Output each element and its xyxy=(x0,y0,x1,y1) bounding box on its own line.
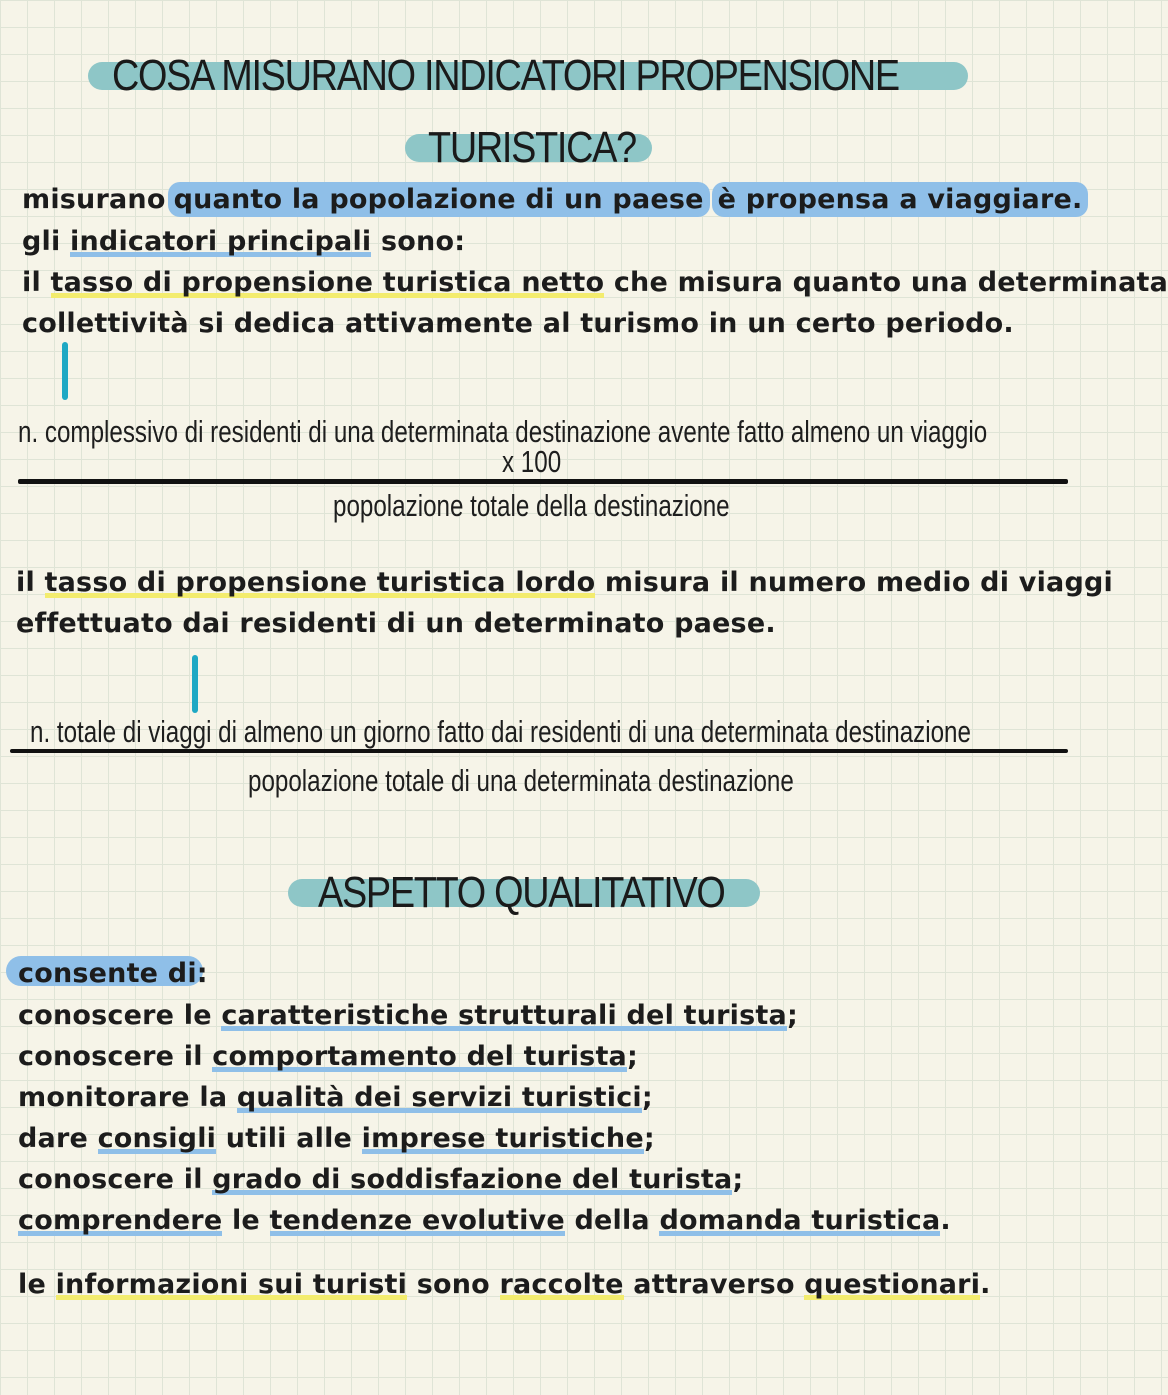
item-underlined: qualità dei servizi turistici xyxy=(236,1082,642,1113)
principali-line xyxy=(22,228,465,255)
item-text: ; xyxy=(786,1000,798,1031)
fraction-line-lordo xyxy=(10,749,1068,753)
page-title-line2: TURISTICA? xyxy=(428,123,636,172)
list-item xyxy=(18,1043,638,1070)
item-underlined: domanda turistica xyxy=(659,1205,941,1236)
accent-bar-1 xyxy=(62,342,68,400)
item-text: ; xyxy=(732,1164,744,1195)
closing-underlined: questionari xyxy=(804,1269,981,1300)
closing-text: sono xyxy=(407,1269,500,1300)
intro-highlight-1: quanto la popolazione di un paese xyxy=(168,182,710,217)
item-text: dare xyxy=(18,1123,98,1154)
accent-bar-2 xyxy=(192,655,198,713)
list-item xyxy=(18,1166,743,1193)
item-underlined: caratteristiche strutturali del turista xyxy=(221,1000,787,1031)
netto-line-1 xyxy=(22,269,1168,296)
closing-line xyxy=(18,1271,991,1298)
closing-underlined: raccolte xyxy=(499,1269,624,1300)
closing-text: le xyxy=(18,1269,56,1300)
principali-underlined: indicatori principali xyxy=(70,226,372,257)
lordo-line-1 xyxy=(16,569,1113,596)
item-underlined: grado di soddisfazione del turista xyxy=(212,1164,733,1195)
item-text: ; xyxy=(641,1082,653,1113)
lordo-post: misura il numero medio di viaggi xyxy=(595,567,1113,598)
list-item xyxy=(18,1084,653,1111)
lordo-pre: il xyxy=(16,567,45,598)
consente-label: consente di: xyxy=(18,958,208,989)
item-text: le xyxy=(222,1205,270,1236)
formula-netto-multiplier: x 100 xyxy=(502,444,562,479)
item-text: conoscere il xyxy=(18,1164,213,1195)
item-underlined: consigli xyxy=(97,1123,217,1154)
list-item xyxy=(18,1002,798,1029)
formula-netto-denominator: popolazione totale della destinazione xyxy=(333,488,730,523)
principali-post: sono: xyxy=(371,226,466,257)
formula-lordo-denominator: popolazione totale di una determinata destinazione xyxy=(248,763,794,798)
netto-underlined: tasso di propensione turistica netto xyxy=(50,267,605,298)
closing-text: . xyxy=(980,1269,991,1300)
intro-line xyxy=(22,186,1088,213)
item-text: conoscere il xyxy=(18,1041,213,1072)
item-underlined: imprese turistiche xyxy=(361,1123,644,1154)
intro-word: misurano xyxy=(22,184,166,215)
page-title: COSA MISURANO INDICATORI PROPENSIONE xyxy=(112,51,899,100)
list-item xyxy=(18,1125,655,1152)
netto-post: che misura quanto una determinata xyxy=(604,267,1168,298)
item-text: ; xyxy=(626,1041,638,1072)
principali-pre: gli xyxy=(22,226,71,257)
section-title-qualitativo: ASPETTO QUALITATIVO xyxy=(318,868,725,917)
item-text: . xyxy=(940,1205,951,1236)
item-text: ; xyxy=(643,1123,655,1154)
formula-lordo-numerator: n. totale di viaggi di almeno un giorno fatto dai residenti di una determinata destinazione xyxy=(30,714,971,749)
formula-netto-numerator: n. complessivo di residenti di una determinata destinazione avente fatto almeno un viaggio xyxy=(18,414,988,449)
intro-highlight-2: è propensa a viaggiare. xyxy=(712,182,1089,217)
item-underlined: tendenze evolutive xyxy=(269,1205,565,1236)
item-text: utili alle xyxy=(216,1123,362,1154)
item-underlined: comprendere xyxy=(18,1205,223,1236)
item-text: della xyxy=(564,1205,660,1236)
item-text: monitorare la xyxy=(18,1082,237,1113)
netto-pre: il xyxy=(22,267,51,298)
closing-underlined: informazioni sui turisti xyxy=(55,1269,408,1300)
netto-line-2: collettività si dedica attivamente al turismo in un certo periodo. xyxy=(22,308,1014,339)
item-text: conoscere le xyxy=(18,1000,222,1031)
lordo-line-2: effettuato dai residenti di un determinato paese. xyxy=(16,608,776,639)
list-item xyxy=(18,1207,951,1234)
lordo-underlined: tasso di propensione turistica lordo xyxy=(44,567,596,598)
item-underlined: comportamento del turista xyxy=(212,1041,627,1072)
closing-text: attraverso xyxy=(623,1269,805,1300)
fraction-line-netto xyxy=(18,479,1068,484)
